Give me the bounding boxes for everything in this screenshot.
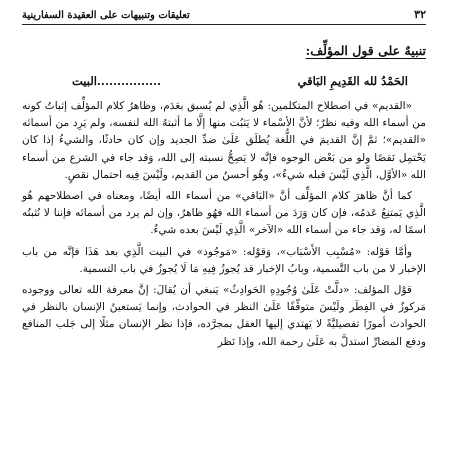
running-title: تعليقات وتنبيهات على العقيدة السفارينية <box>22 10 190 21</box>
paragraph: كما أنَّ ظاهرَ كلام المؤلِّف أنَّ «البَاقي» من أسماء الله أيضًا، ومعناه في اصطلاحهم هُو الَّذِي يَمتنِعُ عَدمُه، فإن كان وَرَدَ من أسماء الله فهُو ظاهرٌ، وإن لم يرد من أسمائه فإننا لا نُثبتُه اسمًا له، وَقد جاء من أسماء الله «الآخر» الَّذِي لَيْسَ بعده شيءٌ. <box>22 190 426 237</box>
verse-hemistich-right: الحَمْدُ لله القَدِيمِ البَاقي <box>297 74 408 88</box>
paragraph: قوْل المؤلف: «دلَّتْ عَلَىٰ وُجُودِهِ الحَوادِثُ» يَنبغي أن يُقالَ: إنَّ معرفة الله تعالى ووجوده مَركوزٌ في الفِطَر ولَيْسَ متوقِّفًا عَلَىٰ النظر في الحوادث، وإنما يَستعينُ الإنسان بالنظر في الحوادث أمورًا تفصيليَّةً لا يَهتدي إليها العقل بمجرَّده، فإذا نظر الإنسان مثلًا إلى جَلب المنافع ودفع المضارِّ استدلَّ به عَلَىٰ رحمة الله، وإذا نَظر <box>22 284 426 348</box>
paragraph: «القديم» في اصطلاح المتكلمين: هُو الَّذِي لم يُسبق بعَدَم، وظاهرُ كلام المؤلِّف إثباتُ كونه من أسماء الله وفيه نظرٌ؛ لأنَّ الأسْماء لا يَثبُت منها إلَّا ما أثبتهُ الله لنفسه، ولم يَرِد من أسمائه «القديم»؛ ثمَّ إنَّ القديمَ في اللُّغة يُطلَق عَلَىٰ ضدِّ الجديد وإن كان حادثًا، والشيءُ إذا كان يَحْتمِل نَقصًا ولو من بَعْض الوجوه فإنَّه لا يَصِحُّ نسبته إلى الله، وَقد جاء في الشرع من أسماء الله «الأوَّل، الَّذِي لَيْسَ قبله شيءٌ»، وهُو أحسنُ من القديم، ولَيْسَ فِيه احتمال نقصٍ. <box>22 100 426 181</box>
section-heading: تنبيهٌ على قول المؤلِّف: <box>305 43 426 58</box>
verse-hemistich-left: ................البيت <box>72 74 161 88</box>
paragraph: وأمَّا قوْله: «مُسْبِب الأَسْبَاب»، وَقوْله: «مَوجُود» في البيت الَّذِي بعد هَذَا فإنَّه من باب الإخبار لا من باب التَّسمية، وبابُ الإخبار قد يُجوزُ فِيهِ مَا لَا يُجوزُ في باب التسمية. <box>22 245 426 275</box>
verse-line <box>72 74 408 88</box>
page-number: ٣٢ <box>414 8 426 21</box>
page-header <box>22 8 426 25</box>
